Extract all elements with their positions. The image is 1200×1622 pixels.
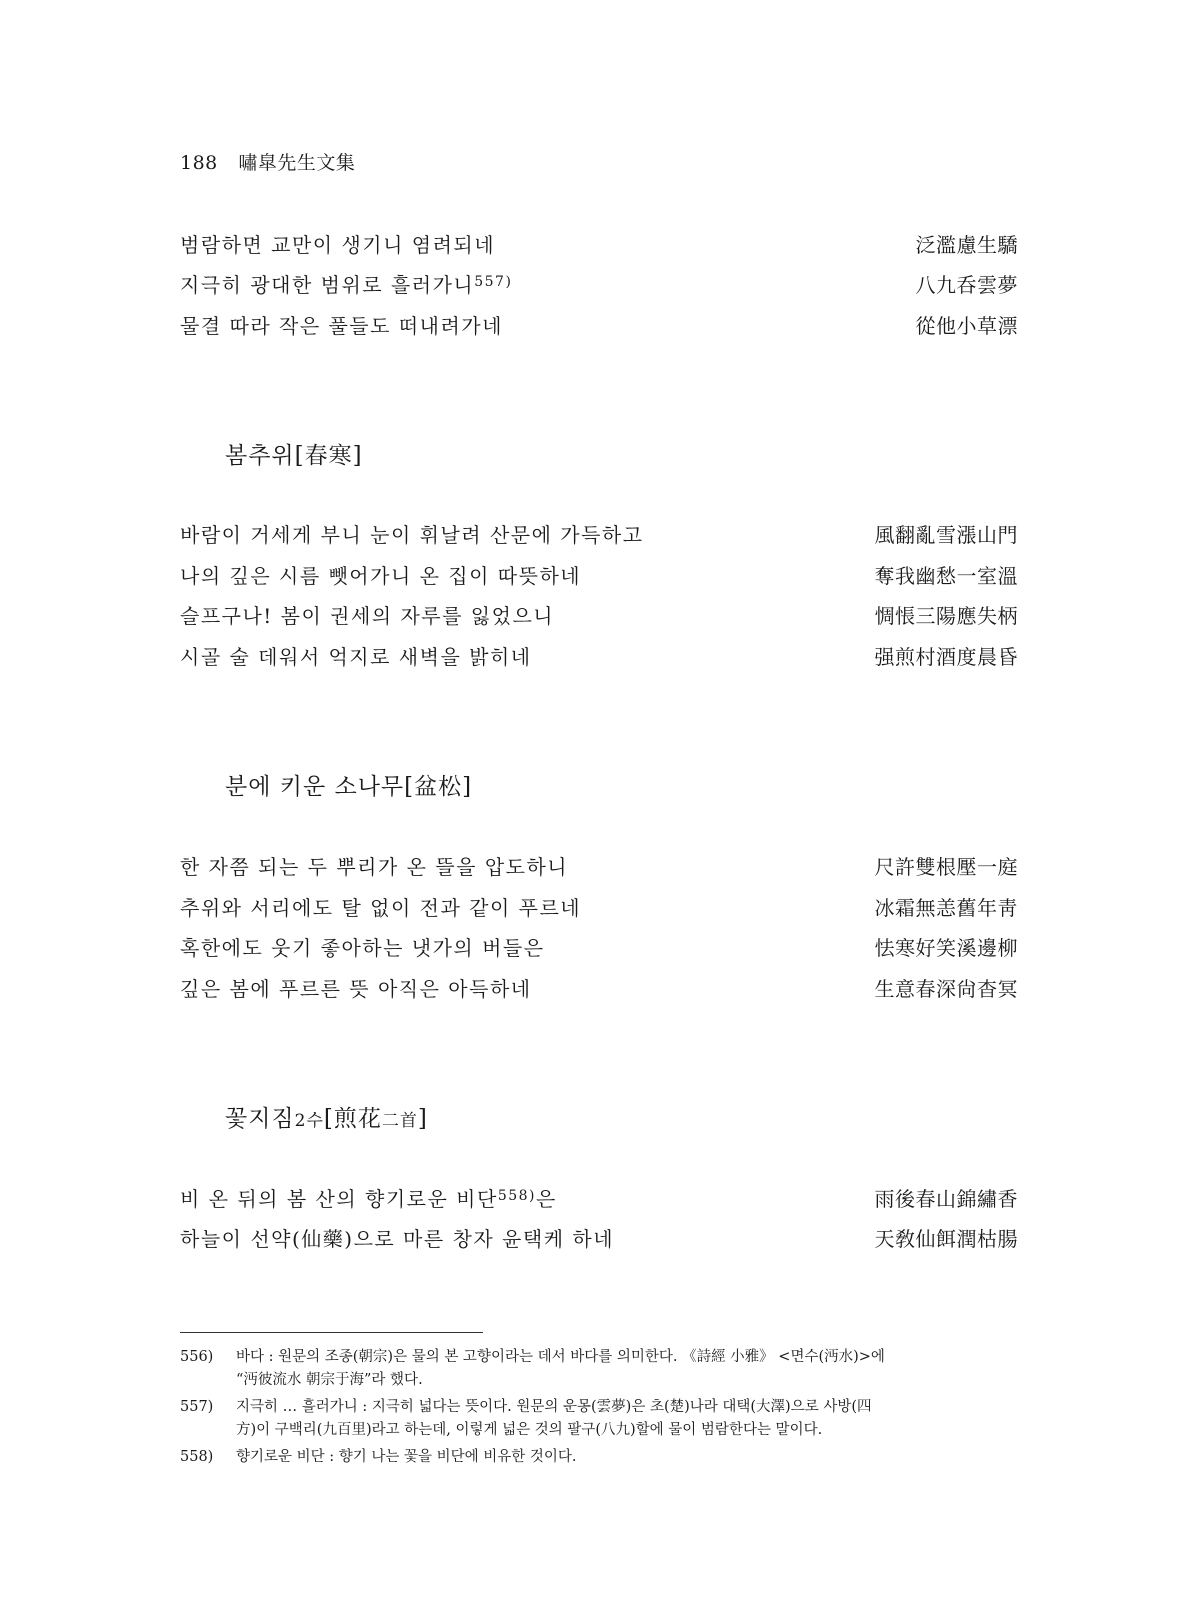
korean-translation: 바람이 거세게 부니 눈이 휘날려 산문에 가득하고 (180, 523, 644, 547)
footnote-continuation: 方)이 구백리(九百里)라고 하는데, 이렇게 넓은 것의 팔구(八九)할에 물이 범람한다는 말이다. (236, 1422, 823, 1438)
korean-text-after: 은 (536, 1187, 557, 1211)
korean-translation: 범람하면 교만이 생기니 염려되네 (180, 233, 496, 257)
footnote-text: 향기로운 비단 : 향기 나는 꽃을 비단에 비유한 것이다. (236, 1449, 577, 1465)
korean-translation: 혹한에도 웃기 좋아하는 냇가의 버들은 (180, 936, 545, 960)
poem-title-hanja: [煎花 (323, 1106, 382, 1132)
poem-title (225, 1100, 428, 1133)
footnote (180, 1446, 1030, 1469)
footnote-marker: 557) (474, 274, 513, 290)
korean-translation: 슬프구나! 봄이 권세의 자루를 잃었으니 (180, 604, 555, 628)
hanja-original: 泛濫慮生驕 (915, 233, 1018, 257)
hanja-original: 從他小草漂 (915, 314, 1018, 338)
hanja-original: 尺許雙根壓一庭 (874, 855, 1018, 879)
hanja-original: 風翻亂雪漲山門 (874, 523, 1018, 547)
korean-text: 지극히 광대한 범위로 흘러가니 (180, 273, 475, 297)
footnote-separator (180, 1332, 483, 1333)
poem-title-count: 2수 (294, 1111, 324, 1131)
korean-translation: 한 자쯤 되는 두 뿌리가 온 뜰을 압도하니 (180, 855, 569, 879)
footnote-marker: 558) (497, 1188, 536, 1204)
hanja-original: 天敎仙餌潤枯腸 (874, 1227, 1018, 1251)
hanja-original: 惆悵三陽應失柄 (874, 604, 1018, 628)
footnote-number: 558) (180, 1449, 214, 1465)
korean-translation: 시골 술 데워서 억지로 새벽을 밝히네 (180, 645, 532, 669)
footnote-continuation: “沔彼流水 朝宗于海”라 했다. (236, 1372, 423, 1388)
korean-text: 비 온 뒤의 봄 산의 향기로운 비단 (180, 1187, 498, 1211)
hanja-original: 八九呑雲夢 (915, 273, 1018, 297)
poem-title-main: 꽃지짐 (225, 1106, 295, 1132)
korean-translation: 깊은 봄에 푸르른 뜻 아직은 아득하네 (180, 977, 532, 1001)
page-number: 188 (180, 152, 218, 174)
footnote-text: 지극히 … 흘러가니 : 지극히 넓다는 뜻이다. 원문의 운몽(雲夢)은 초(楚)나라 대택(大澤)으로 사방(四 (236, 1399, 872, 1415)
hanja-original: 怯寒好笑溪邊柳 (874, 936, 1018, 960)
footnote (180, 1396, 1030, 1442)
hanja-original: 奪我幽愁一室溫 (874, 564, 1018, 588)
hanja-original: 强煎村酒度晨昏 (874, 645, 1018, 669)
footnote (180, 1346, 1030, 1392)
korean-translation (180, 1186, 557, 1215)
korean-translation: 하늘이 선약(仙藥)으로 마른 창자 윤택케 하네 (180, 1227, 615, 1251)
footnote-text: 바다 : 원문의 조종(朝宗)은 물의 본 고향이라는 데서 바다를 의미한다. 《詩經 小雅》 <면수(沔水)>에 (236, 1349, 885, 1365)
korean-translation: 추위와 서리에도 탈 없이 전과 같이 푸르네 (180, 896, 582, 920)
running-header (180, 148, 355, 175)
korean-translation (180, 272, 512, 301)
footnote-number: 556) (180, 1349, 214, 1365)
poem-title-close: ] (417, 1106, 428, 1132)
hanja-original: 雨後春山錦繡香 (874, 1187, 1018, 1211)
poem-title-hanja-count: 二首 (381, 1111, 418, 1131)
poem-title: 봄추위[春寒] (225, 443, 363, 469)
korean-translation: 나의 깊은 시름 뺏어가니 온 집이 따뜻하네 (180, 564, 582, 588)
hanja-original: 冰霜無恙舊年靑 (874, 896, 1018, 920)
footnote-number: 557) (180, 1399, 214, 1415)
hanja-original: 生意春深尙杳冥 (874, 977, 1018, 1001)
poem-title: 분에 키운 소나무[盆松] (225, 774, 473, 800)
book-title: 嘯皐先生文集 (238, 152, 356, 174)
korean-translation: 물결 따라 작은 풀들도 떠내려가네 (180, 314, 503, 338)
